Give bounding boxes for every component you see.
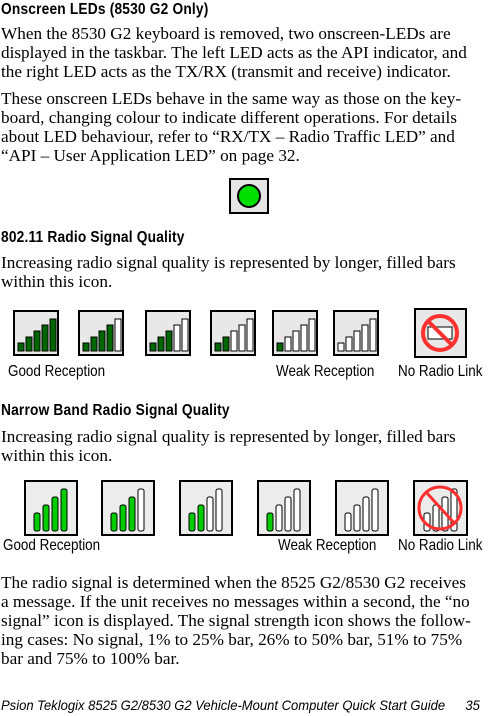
caption-good-reception: Good Reception — [3, 537, 101, 554]
page-number: 35 — [465, 697, 480, 713]
signal-bar — [91, 337, 97, 351]
signal-strength-icon — [13, 310, 59, 356]
signal-bar — [26, 337, 32, 351]
signal-bar — [363, 497, 369, 531]
signal-bar — [107, 325, 113, 351]
signal-bar — [277, 343, 283, 351]
signal-bar — [346, 337, 352, 351]
signal-bar — [338, 343, 344, 351]
page-footer — [1, 697, 480, 713]
signal-bar — [207, 497, 213, 531]
signal-bar — [267, 513, 273, 531]
text-line: within this icon. — [1, 272, 113, 291]
signal-bar — [370, 319, 376, 351]
signal-bar — [354, 505, 360, 531]
signal-bar — [34, 331, 40, 351]
caption-good-reception: Good Reception — [8, 363, 106, 380]
signal-bar — [285, 497, 291, 531]
signal-strength-icon — [272, 310, 318, 356]
text-line: Increasing radio signal quality is represented by longer, filled bars — [1, 427, 456, 446]
signal-bar — [223, 337, 229, 351]
signal-bar — [61, 489, 67, 531]
signal-bar — [42, 325, 48, 351]
signal-bar — [50, 319, 56, 351]
signal-strength-icon — [257, 480, 311, 536]
signal-strength-icon — [335, 480, 389, 536]
signal-strength-icon — [24, 480, 78, 536]
paragraph-narrow-band-signal — [1, 427, 493, 465]
signal-bar — [115, 319, 121, 351]
signal-bar — [52, 497, 58, 531]
signal-bar — [138, 489, 144, 531]
signal-bar — [247, 319, 253, 351]
signal-strength-icon — [333, 310, 379, 356]
signal-bar — [362, 325, 368, 351]
signal-bar — [294, 489, 300, 531]
signal-bar — [345, 513, 351, 531]
signal-bar — [111, 513, 117, 531]
heading-onscreen-leds: Onscreen LEDs (8530 G2 Only) — [1, 1, 209, 18]
footer-title: Psion Teklogix 8525 G2/8530 G2 Vehicle-Mount Computer Quick Start Guide — [1, 697, 446, 713]
caption-weak-reception: Weak Reception — [276, 363, 375, 380]
no-radio-link-icon — [414, 308, 467, 358]
signal-bar — [43, 505, 49, 531]
signal-bar — [215, 343, 221, 351]
paragraph-onscreen-leds-2 — [1, 89, 493, 165]
signal-bar — [301, 325, 307, 351]
signal-bar — [34, 513, 40, 531]
signal-bar — [239, 325, 245, 351]
text-line: Increasing radio signal quality is represented by longer, filled bars — [1, 253, 456, 272]
heading-narrow-band-signal: Narrow Band Radio Signal Quality — [1, 402, 230, 419]
text-line: the right LED acts as the TX/RX (transmit and receive) indicator. — [1, 62, 451, 81]
caption-no-radio-link: No Radio Link — [398, 537, 483, 554]
signal-bar — [83, 343, 89, 351]
text-line: a message. If the unit receives no messages within a second, the “no — [1, 592, 470, 611]
led-icon-box — [229, 178, 269, 214]
paragraph-onscreen-leds-1 — [1, 24, 493, 81]
no-signal-icon — [413, 480, 468, 536]
signal-bar — [231, 331, 237, 351]
text-line: displayed in the taskbar. The left LED acts as the API indicator, and — [1, 43, 467, 62]
text-line: about LED behaviour, refer to “RX/TX – Radio Traffic LED” and — [1, 127, 455, 146]
text-line: signal” icon is displayed. The signal strength icon shows the follow- — [1, 611, 471, 630]
signal-bar — [99, 331, 105, 351]
signal-bar — [189, 513, 195, 531]
text-line: The radio signal is determined when the 8525 G2/8530 G2 receives — [1, 573, 466, 592]
signal-bar — [18, 343, 24, 351]
signal-bar — [354, 331, 360, 351]
signal-bar — [216, 489, 222, 531]
heading-80211-signal: 802.11 Radio Signal Quality — [1, 229, 185, 246]
text-line: These onscreen LEDs behave in the same way as those on the key- — [1, 89, 462, 108]
signal-bar — [276, 505, 282, 531]
signal-bar — [120, 505, 126, 531]
signal-strength-icon — [101, 480, 155, 536]
signal-bar — [150, 343, 156, 351]
signal-bar — [129, 497, 135, 531]
text-line: within this icon. — [1, 446, 113, 465]
signal-strength-icon — [145, 310, 191, 356]
signal-bar — [198, 505, 204, 531]
signal-bar — [372, 489, 378, 531]
text-line: When the 8530 G2 keyboard is removed, two onscreen-LEDs are — [1, 24, 451, 43]
green-led-icon — [231, 180, 267, 212]
paragraph-80211-signal — [1, 253, 493, 291]
signal-bar — [174, 325, 180, 351]
text-line: ing cases: No signal, 1% to 25% bar, 26% to 50% bar, 51% to 75% — [1, 630, 463, 649]
caption-no-radio-link: No Radio Link — [398, 363, 483, 380]
signal-strength-icon — [78, 310, 124, 356]
signal-bar — [166, 331, 172, 351]
paragraph-signal-determination — [1, 573, 493, 668]
text-line: board, changing colour to indicate different operations. For details — [1, 108, 457, 127]
text-line: “API – User Application LED” on page 32. — [1, 146, 300, 165]
signal-bar — [293, 331, 299, 351]
signal-bar — [182, 319, 188, 351]
text-line: bar and 75% to 100% bar. — [1, 649, 180, 668]
signal-strength-icon — [179, 480, 233, 536]
caption-weak-reception: Weak Reception — [278, 537, 377, 554]
signal-bar — [158, 337, 164, 351]
signal-bar — [309, 319, 315, 351]
signal-bar — [285, 337, 291, 351]
signal-strength-icon — [210, 310, 256, 356]
